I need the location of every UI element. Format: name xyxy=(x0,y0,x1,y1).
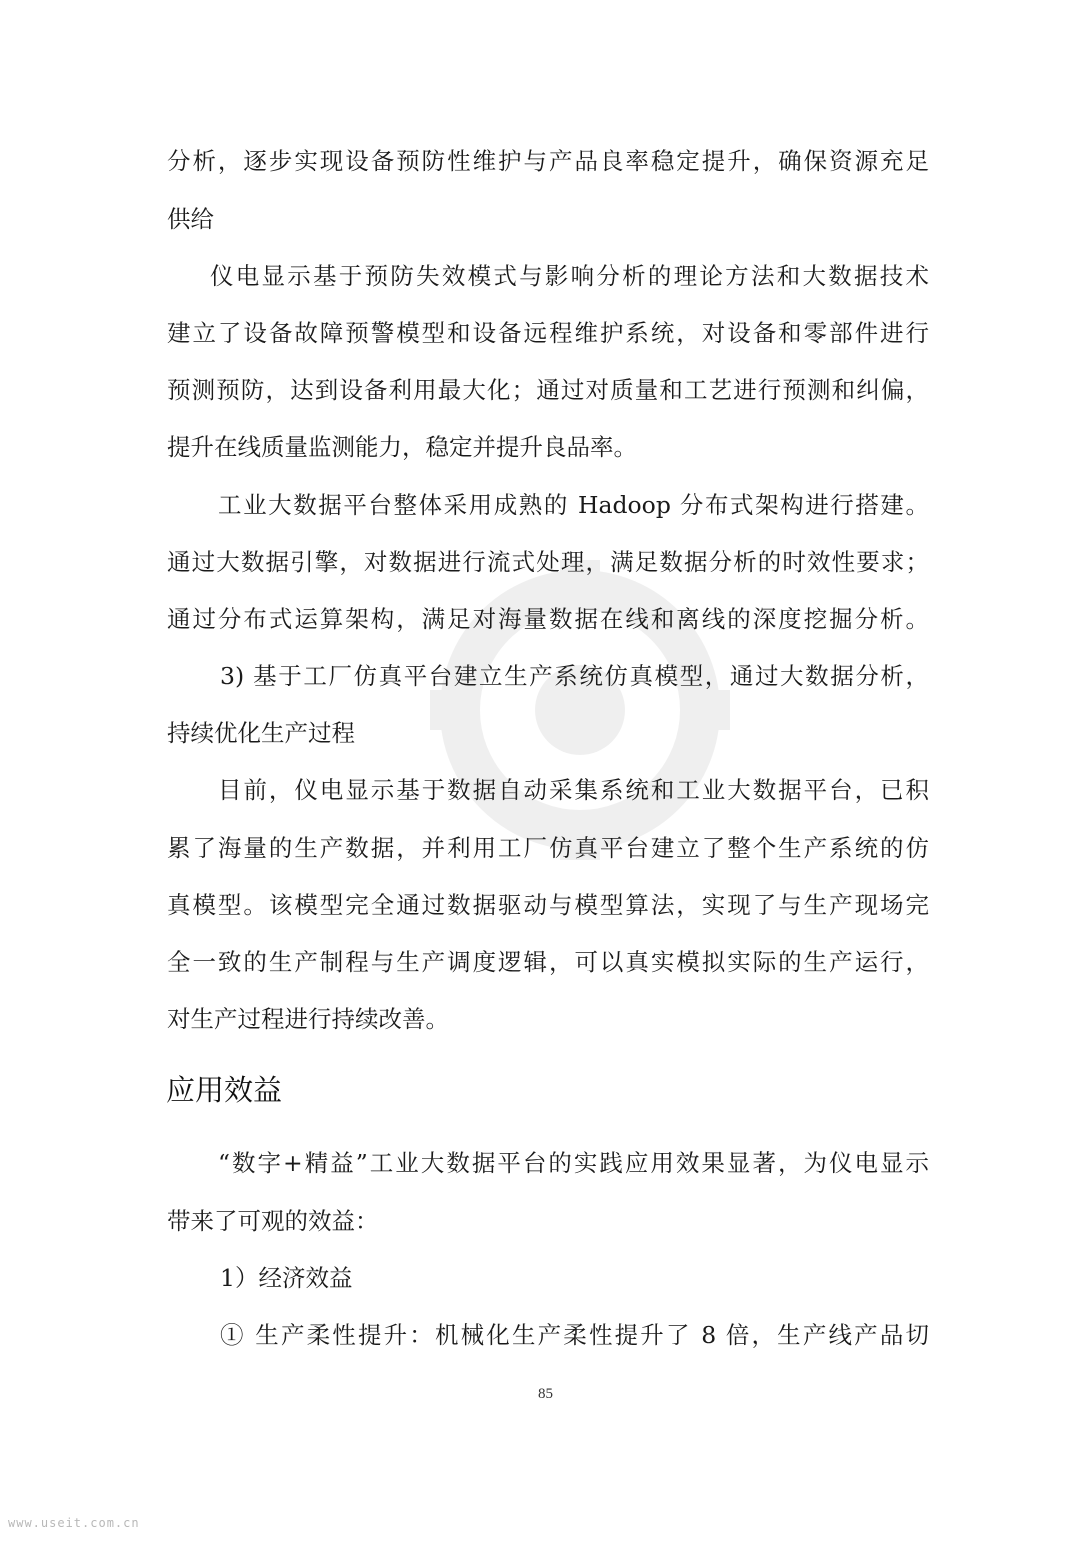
body-text-line: 带来了可观的效益： xyxy=(167,1207,379,1235)
body-text-line: 通过分布式运算架构，满足对海量数据在线和离线的深度挖掘分析。 xyxy=(167,605,929,633)
list-item-text: ① 生产柔性提升：机械化生产柔性提升了 8 倍，生产线产品切 xyxy=(220,1321,929,1349)
body-text-line: 全一致的生产制程与生产调度逻辑，可以真实模拟实际的生产运行， xyxy=(167,948,929,976)
body-text-line: 工业大数据平台整体采用成熟的 Hadoop 分布式架构进行搭建。 xyxy=(218,491,929,519)
section-heading: 应用效益 xyxy=(166,1073,283,1107)
body-text-line: 对生产过程进行持续改善。 xyxy=(167,1005,449,1033)
body-text-line: 提升在线质量监测能力，稳定并提升良品率。 xyxy=(167,433,637,461)
body-text-line: 通过大数据引擎，对数据进行流式处理，满足数据分析的时效性要求； xyxy=(167,548,929,576)
list-item-text: 1）经济效益 xyxy=(220,1264,353,1292)
body-text-line: 持续优化生产过程 xyxy=(167,719,355,747)
body-text-line: 真模型。该模型完全通过数据驱动与模型算法，实现了与生产现场完 xyxy=(167,891,929,919)
body-text-line: 建立了设备故障预警模型和设备远程维护系统，对设备和零部件进行 xyxy=(167,319,929,347)
body-text-line: 累了海量的生产数据，并利用工厂仿真平台建立了整个生产系统的仿 xyxy=(167,834,929,862)
footer-url: www.useit.com.cn xyxy=(8,1516,140,1530)
page-number: 85 xyxy=(538,1386,553,1402)
body-text-line: 目前，仪电显示基于数据自动采集系统和工业大数据平台，已积 xyxy=(218,776,929,804)
body-text-line: “数字+精益”工业大数据平台的实践应用效果显著，为仪电显示 xyxy=(218,1149,929,1177)
list-item-text: 3) 基于工厂仿真平台建立生产系统仿真模型，通过大数据分析， xyxy=(220,662,929,690)
body-text-line: 预测预防，达到设备利用最大化；通过对质量和工艺进行预测和纠偏， xyxy=(167,376,929,404)
body-text-line: 分析，逐步实现设备预防性维护与产品良率稳定提升，确保资源充足 xyxy=(167,147,929,175)
body-text-line: 仪电显示基于预防失效模式与影响分析的理论方法和大数据技术 xyxy=(210,262,929,290)
body-text-line: 供给 xyxy=(167,205,214,233)
